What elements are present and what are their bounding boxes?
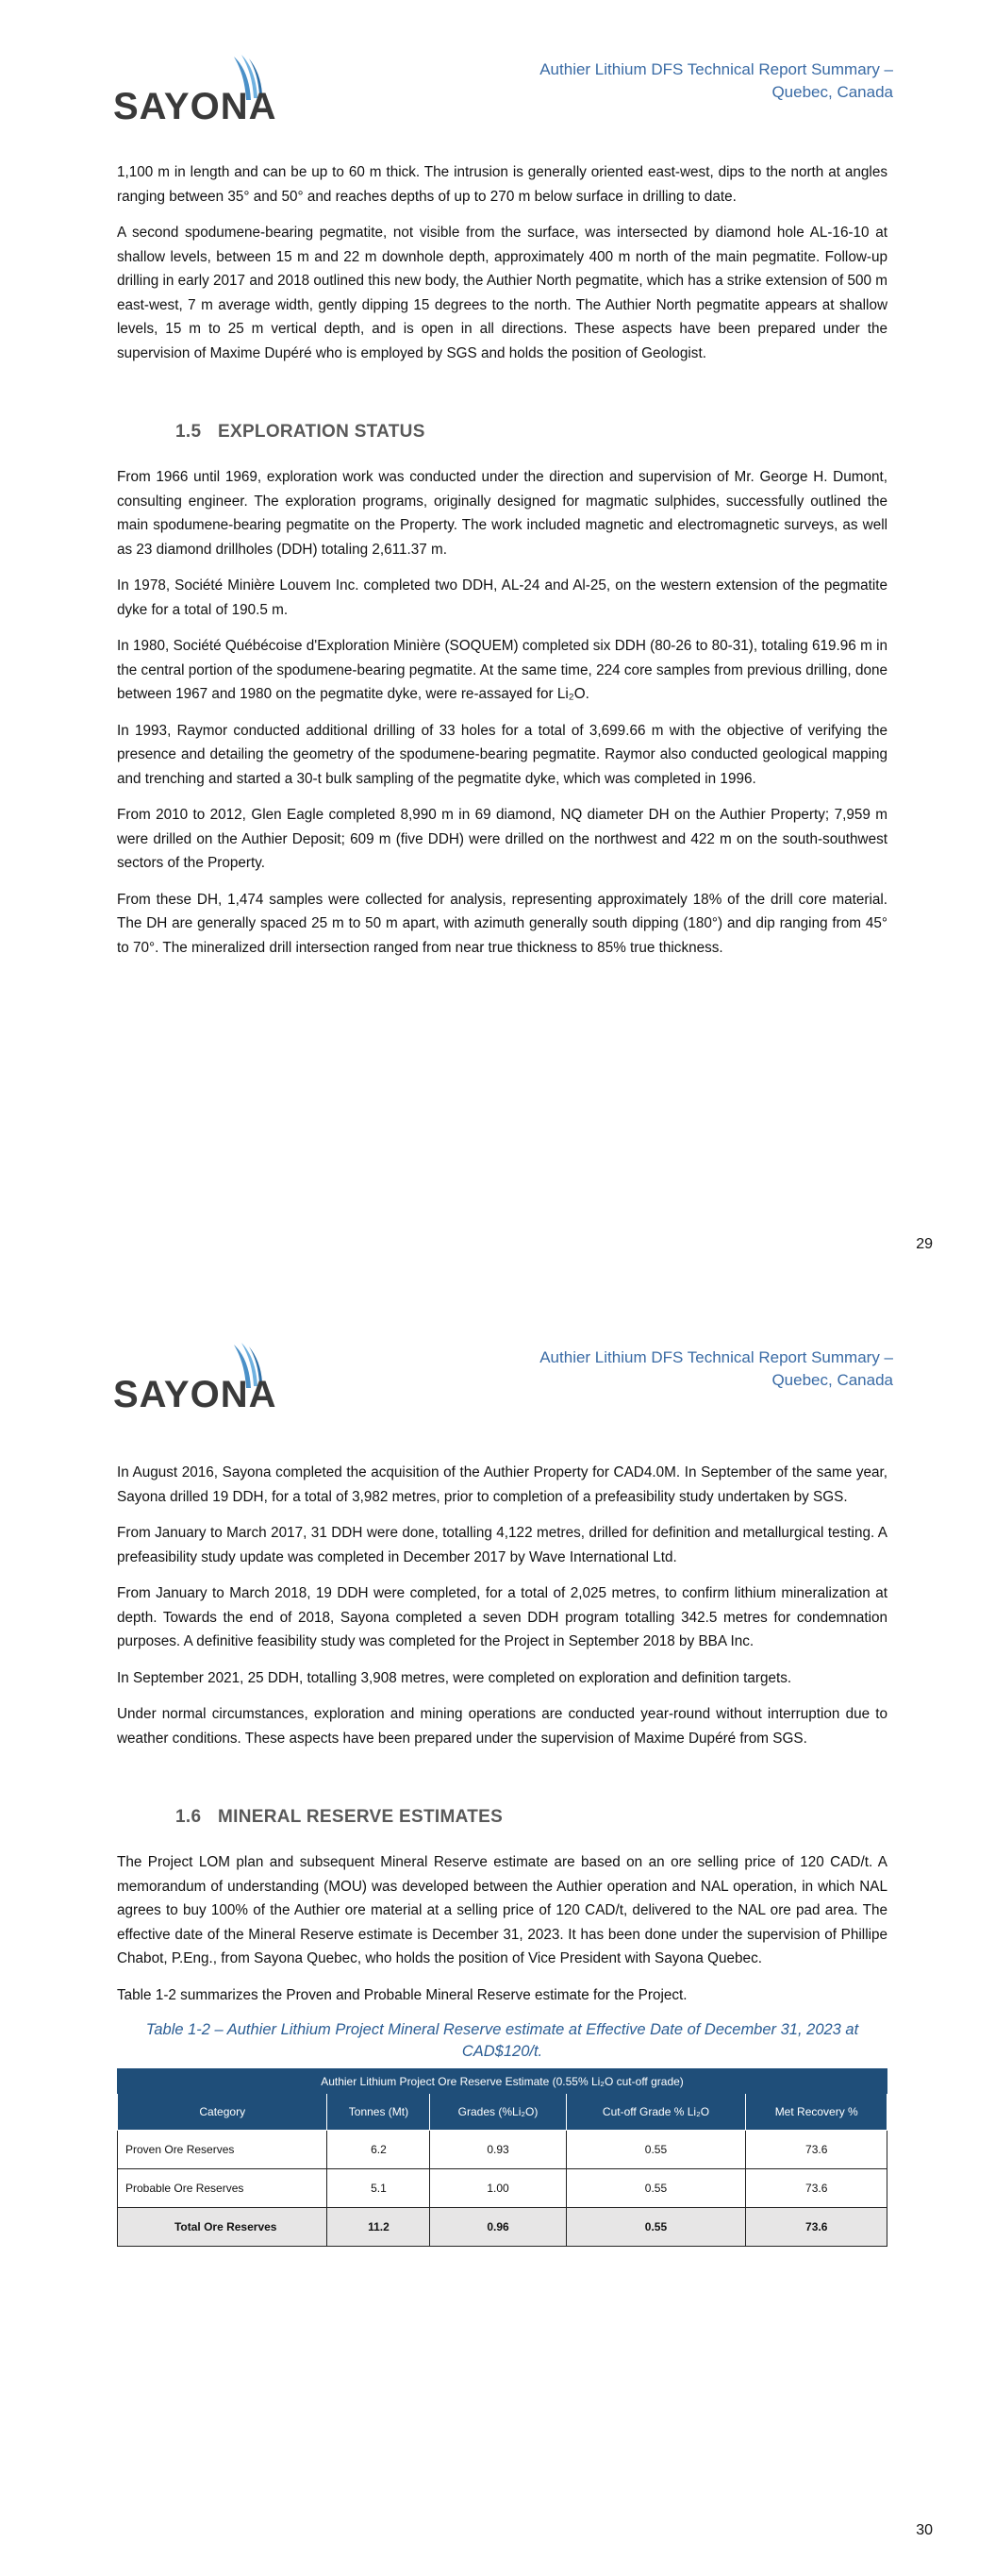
section-heading: 1.5 EXPLORATION STATUS xyxy=(175,422,425,442)
table-row xyxy=(118,2131,887,2169)
table-cell: Total Ore Reserves xyxy=(118,2208,327,2247)
table-cell: Proven Ore Reserves xyxy=(118,2131,327,2169)
table-cell: 11.2 xyxy=(327,2208,430,2247)
table-cell: 73.6 xyxy=(746,2208,887,2247)
report-header-title: Authier Lithium DFS Technical Report Summary – Quebec, Canada xyxy=(539,60,893,101)
table-cell: 6.2 xyxy=(327,2131,430,2169)
table-cell: 0.55 xyxy=(566,2169,746,2208)
table-cell: Probable Ore Reserves xyxy=(118,2169,327,2208)
page-number: 30 xyxy=(916,2522,933,2538)
paragraph: From 2010 to 2012, Glen Eagle completed 8,990 m in 69 diamond, NQ diameter DH on the Authier Property; 7,959 m were drilled on the Authier Deposit; 609 m (five DDH) were drilled on the northwest and 422 m on the south-southwest sectors of the Property. xyxy=(117,807,887,871)
paragraph: In 1978, Société Minière Louvem Inc. completed two DDH, AL-24 and Al-25, on the western extension of the pegmatite dyke for a total of 190.5 m. xyxy=(117,577,887,618)
table-cell: 0.93 xyxy=(430,2131,566,2169)
section-heading: 1.6 MINERAL RESERVE ESTIMATES xyxy=(175,1807,504,1827)
column-header: Cut-off Grade % Li₂O xyxy=(566,2094,746,2131)
table-cell: 1.00 xyxy=(430,2169,566,2208)
table-cell: 5.1 xyxy=(327,2169,430,2208)
paragraph: Table 1-2 summarizes the Proven and Probable Mineral Reserve estimate for the Project. xyxy=(117,1986,688,2003)
page-number: 29 xyxy=(916,1236,933,1252)
paragraph: 1,100 m in length and can be up to 60 m thick. The intrusion is generally oriented east-west, dips to the north at angles ranging between 35° and 50° and reaches depths of up to 270 m below surface in drilling to date. xyxy=(117,164,887,205)
page-body xyxy=(117,160,887,972)
svg-text:SAYONA: SAYONA xyxy=(113,86,277,124)
column-header: Grades (%Li₂O) xyxy=(430,2094,566,2131)
sayona-logo xyxy=(113,1341,278,1412)
column-header: Tonnes (Mt) xyxy=(327,2094,430,2131)
table-total-row xyxy=(118,2208,887,2247)
paragraph: From January to March 2018, 19 DDH were completed, for a total of 2,025 metres, to confirm lithium mineralization at depth. Towards the end of 2018, Sayona completed a seven DDH program totalling 342.5 metres for condemnation purposes. A definitive feasibility study was completed for the Project in September 2018 by BBA Inc. xyxy=(117,1585,887,1649)
paragraph: From 1966 until 1969, exploration work was conducted under the direction and supervision of Mr. George H. Dumont, consulting engineer. The exploration programs, originally designed for magmatic sulphides, successfully outlined the main spodumene-bearing pegmatite on the Property. The work included magnetic and electromagnetic surveys, as well as 23 diamond drillholes (DDH) totaling 2,611.37 m. xyxy=(117,469,887,558)
table-cell: 0.55 xyxy=(566,2208,746,2247)
sayona-logo xyxy=(113,53,278,124)
table-caption: Table 1-2 – Authier Lithium Project Mineral Reserve estimate at Effective Date of December 31, 2023 at CAD$120/t. xyxy=(145,2021,859,2060)
column-header: Met Recovery % xyxy=(746,2094,887,2131)
table-cell: 0.96 xyxy=(430,2208,566,2247)
report-header-title: Authier Lithium DFS Technical Report Summary – Quebec, Canada xyxy=(539,1348,893,1389)
table-cell: 73.6 xyxy=(746,2169,887,2208)
table-cell: 0.55 xyxy=(566,2131,746,2169)
paragraph: The Project LOM plan and subsequent Mineral Reserve estimate are based on an ore selling price of 120 CAD/t. A memorandum of understanding (MOU) was developed between the Authier operation and NAL operation, in which NAL agrees to buy 100% of the Authier ore material at a selling price of 120 CAD/t, delivered to the NAL ore pad area. The effective date of the Mineral Reserve estimate is December 31, 2023. It has been done under the supervision of Phillipe Chabot, P.Eng., from Sayona Quebec, who holds the position of Vice President with Sayona Quebec. xyxy=(117,1854,887,1966)
table-title-row: Authier Lithium Project Ore Reserve Estimate (0.55% Li₂O cut-off grade) xyxy=(118,2069,887,2094)
svg-text:SAYONA: SAYONA xyxy=(113,1374,277,1412)
paragraph: In 1980, Société Québécoise d'Exploration Minière (SOQUEM) completed six DDH (80-26 to 80-31), totaling 619.96 m in the central portion of the spodumene-bearing pegmatite. At the same time, 224 core samples from previous drilling, done between 1967 and 1980 on the pegmatite dyke, were re-assayed for Li₂O. xyxy=(117,638,887,702)
paragraph: From these DH, 1,474 samples were collected for analysis, representing approximately 18% of the drill core material. The DH are generally spaced 25 m to 50 m apart, with azimuth generally south dipping (180°) and dip ranging from 45° to 70°. The mineralized drill intersection ranged from near true thickness to 85% true thickness. xyxy=(117,891,887,956)
page-body xyxy=(117,1461,887,2247)
table-row xyxy=(118,2169,887,2208)
table-cell: 73.6 xyxy=(746,2131,887,2169)
column-header: Category xyxy=(118,2094,327,2131)
paragraph: In August 2016, Sayona completed the acquisition of the Authier Property for CAD4.0M. In September of the same year, Sayona drilled 19 DDH, for a total of 3,982 metres, prior to completion of a prefeasibility study undertaken by SGS. xyxy=(117,1464,887,1505)
paragraph: In 1993, Raymor conducted additional drilling of 33 holes for a total of 3,699.66 m with the objective of verifying the presence and detailing the geometry of the spodumene-bearing pegmatite. Raymor also conducted geological mapping and trenching and started a 30-t bulk sampling of the pegmatite dyke, which was completed in 1996. xyxy=(117,722,887,787)
page-30 xyxy=(0,1288,995,2576)
paragraph: Under normal circumstances, exploration and mining operations are conducted year-round without interruption due to weather conditions. These aspects have been prepared under the supervision of Maxime Dupéré from SGS. xyxy=(117,1706,887,1747)
paragraph: A second spodumene-bearing pegmatite, not visible from the surface, was intersected by diamond hole AL-16-10 at shallow levels, between 15 m and 22 m downhole depth, approximately 400 m north of the main pegmatite. Follow-up drilling in early 2017 and 2018 outlined this new body, the Authier North pegmatite, which has a strike extension of 500 m east-west, 7 m average width, gently dipping 15 degrees to the north. The Authier North pegmatite appears at shallow levels, 15 m to 25 m vertical depth, and is open in all directions. These aspects have been prepared under the supervision of Maxime Dupéré who is employed by SGS and holds the position of Geologist. xyxy=(117,225,887,361)
paragraph: In September 2021, 25 DDH, totalling 3,908 metres, were completed on exploration and definition targets. xyxy=(117,1669,792,1686)
paragraph: From January to March 2017, 31 DDH were done, totalling 4,122 metres, drilled for definition and metallurgical testing. A prefeasibility study update was completed in December 2017 by Wave International Ltd. xyxy=(117,1525,887,1565)
reserve-table xyxy=(117,2068,887,2247)
